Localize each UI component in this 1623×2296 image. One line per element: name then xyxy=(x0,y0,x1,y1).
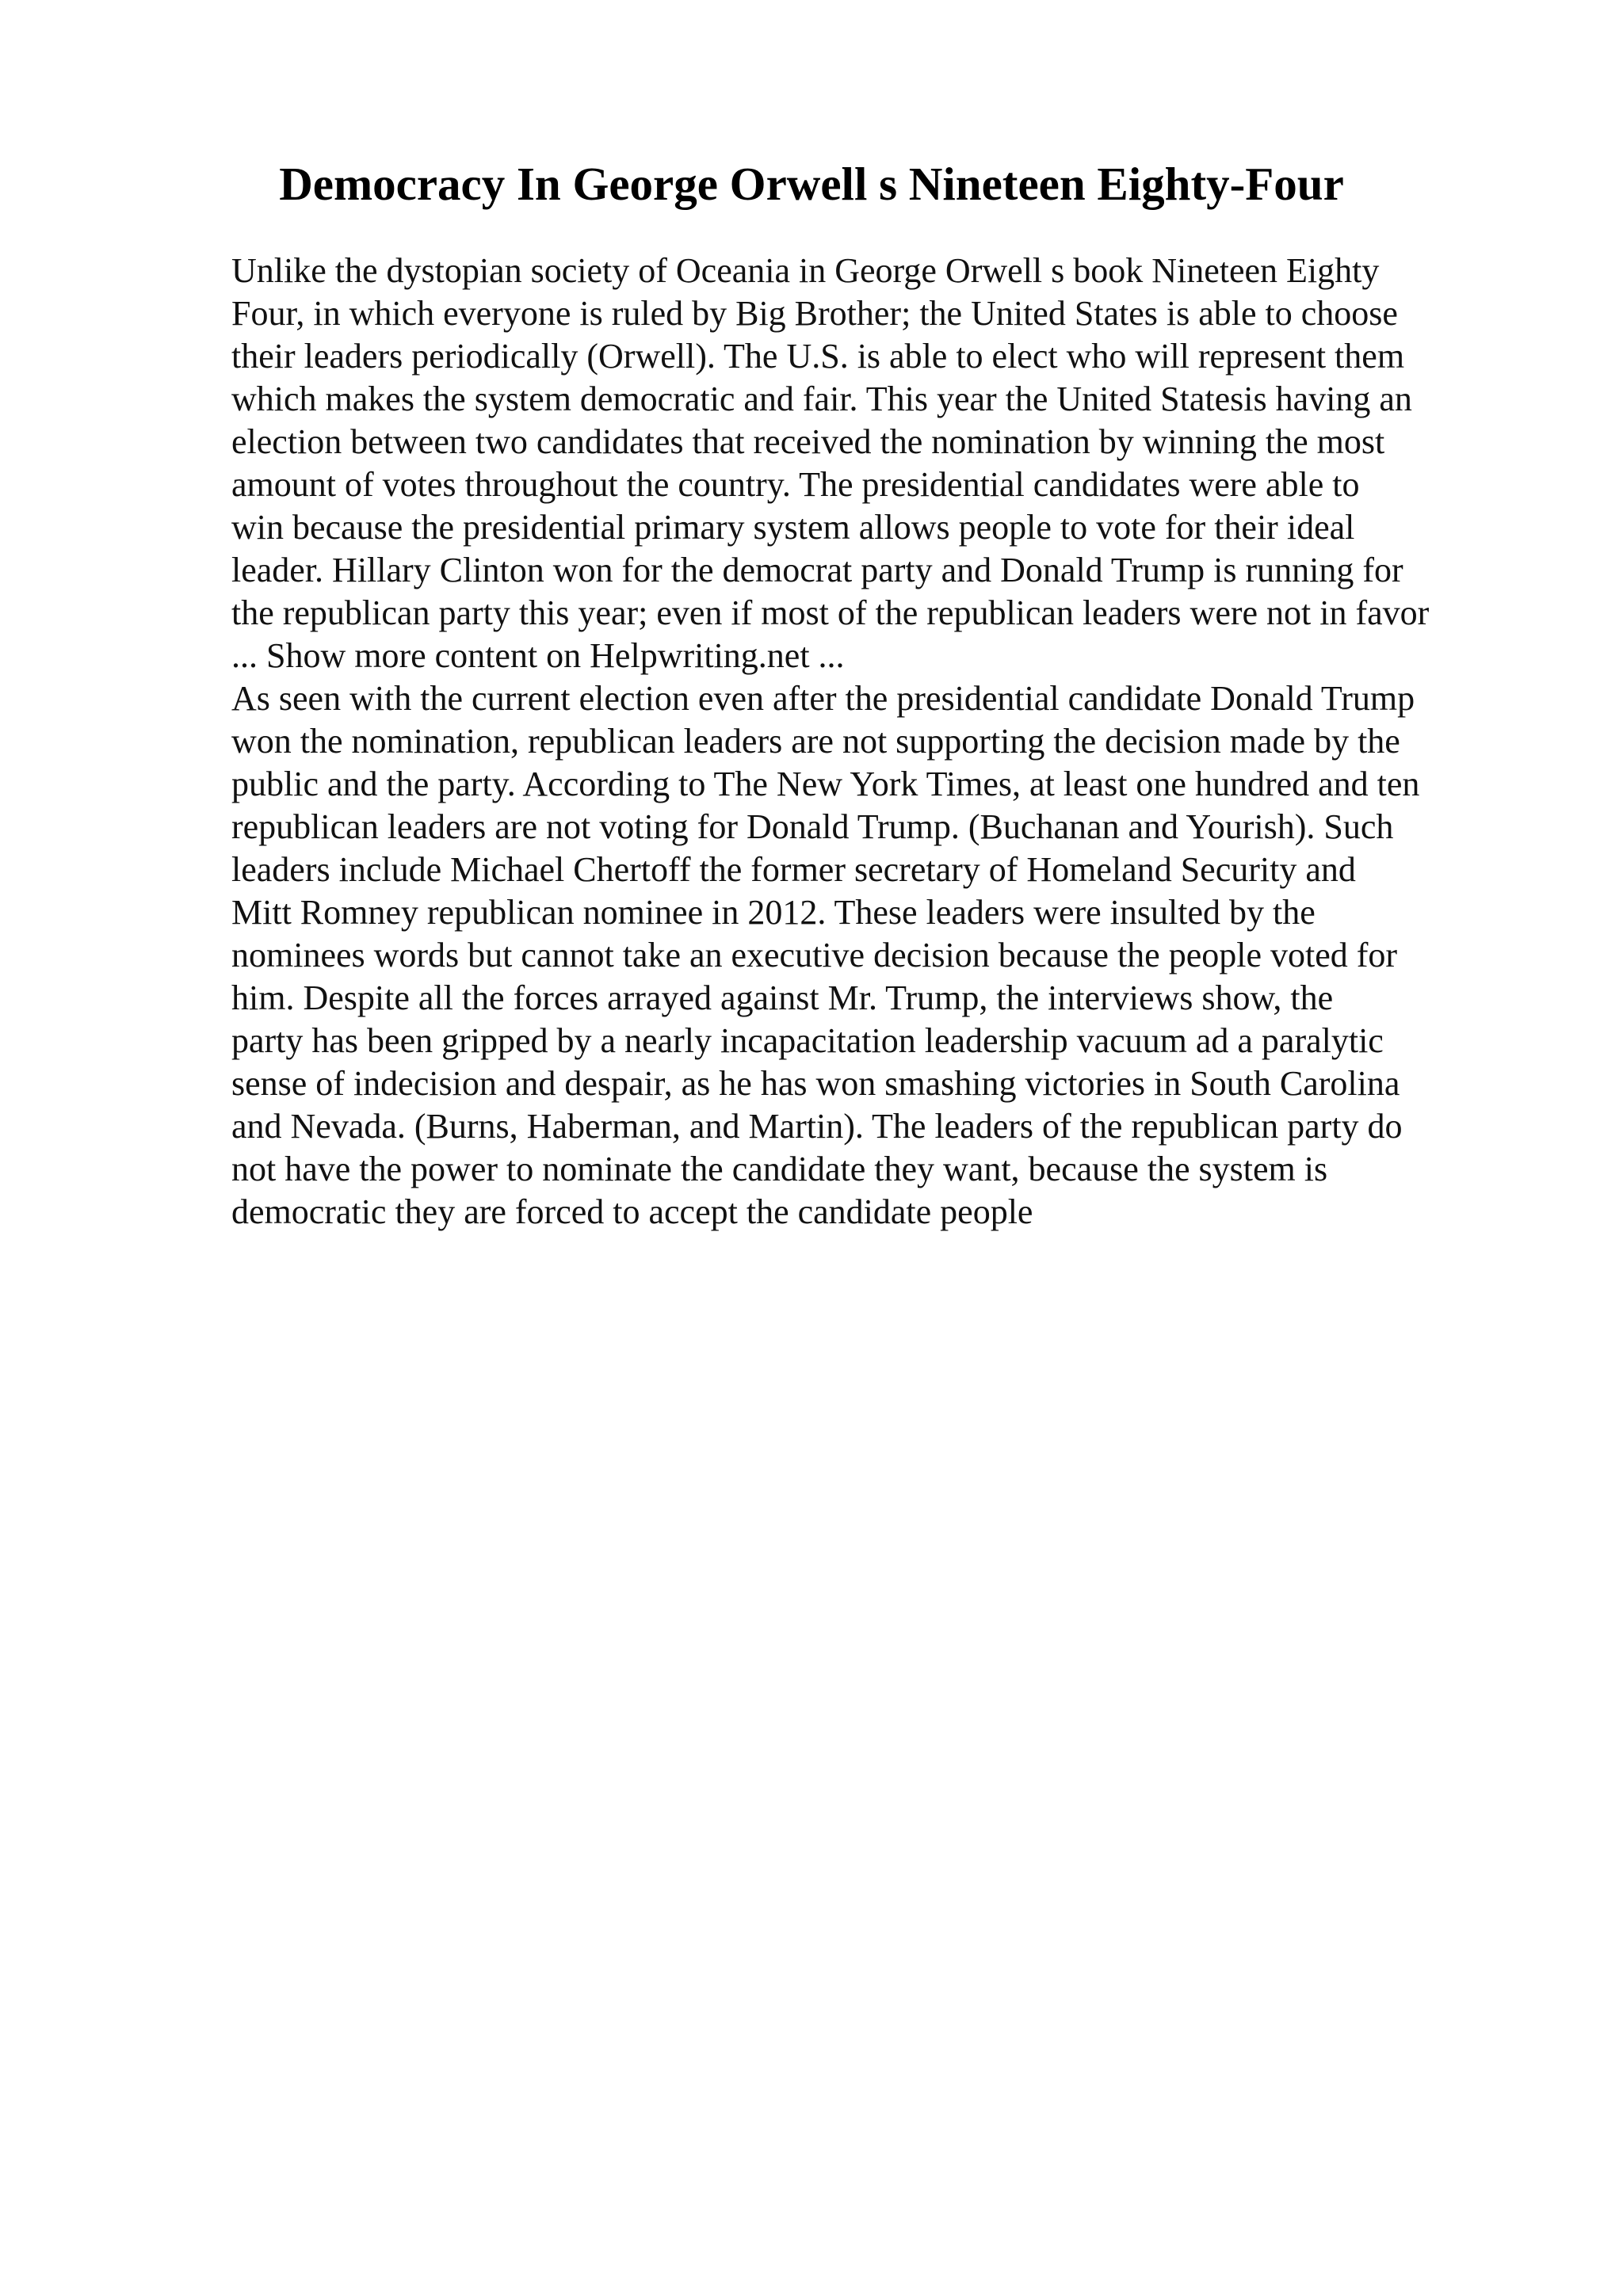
show-more-note: ... Show more content on Helpwriting.net ... xyxy=(231,636,845,675)
paragraph-2 xyxy=(231,677,1531,1234)
text-line: him. Despite all the forces arrayed against Mr. Trump, the interviews show, the xyxy=(231,978,1334,1017)
text-line: As seen with the current election even after the presidential candidate Donald Trump xyxy=(231,679,1415,718)
text-line: won the nomination, republican leaders are not supporting the decision made by the xyxy=(231,722,1400,761)
text-line: republican leaders are not voting for Donald Trump. (Buchanan and Yourish). Such xyxy=(231,807,1394,846)
text-line: the republican party this year; even if most of the republican leaders were not in favor xyxy=(231,593,1430,632)
text-line: nominees words but cannot take an executive decision because the people voted for xyxy=(231,936,1398,974)
text-line: democratic they are forced to accept the candidate people xyxy=(231,1192,1033,1231)
text-line: party has been gripped by a nearly incapacitation leadership vacuum ad a paralytic xyxy=(231,1021,1384,1060)
text-line: amount of votes throughout the country. The presidential candidates were able to xyxy=(231,465,1360,504)
text-line: public and the party. According to The New York Times, at least one hundred and ten xyxy=(231,765,1420,803)
text-line: which makes the system democratic and fair. This year the United Statesis having an xyxy=(231,379,1412,418)
document-title: Democracy In George Orwell s Nineteen Eighty-Four xyxy=(279,158,1344,210)
text-line: and Nevada. (Burns, Haberman, and Martin). The leaders of the republican party do xyxy=(231,1107,1403,1146)
text-line: sense of indecision and despair, as he has won smashing victories in South Carolina xyxy=(231,1064,1400,1103)
paragraph-1 xyxy=(231,250,1531,677)
text-line: leaders include Michael Chertoff the former secretary of Homeland Security and xyxy=(231,850,1356,889)
text-line: leader. Hillary Clinton won for the democrat party and Donald Trump is running for xyxy=(231,551,1403,589)
text-line: election between two candidates that received the nomination by winning the most xyxy=(231,422,1385,461)
text-line: their leaders periodically (Orwell). The U.S. is able to elect who will represent them xyxy=(231,337,1405,376)
text-line: Mitt Romney republican nominee in 2012. These leaders were insulted by the xyxy=(231,893,1316,932)
text-line: Four, in which everyone is ruled by Big Brother; the United States is able to choose xyxy=(231,294,1398,333)
text-line: win because the presidential primary system allows people to vote for their ideal xyxy=(231,508,1355,547)
text-line: Unlike the dystopian society of Oceania in George Orwell s book Nineteen Eighty xyxy=(231,251,1380,290)
text-line: not have the power to nominate the candidate they want, because the system is xyxy=(231,1150,1328,1188)
